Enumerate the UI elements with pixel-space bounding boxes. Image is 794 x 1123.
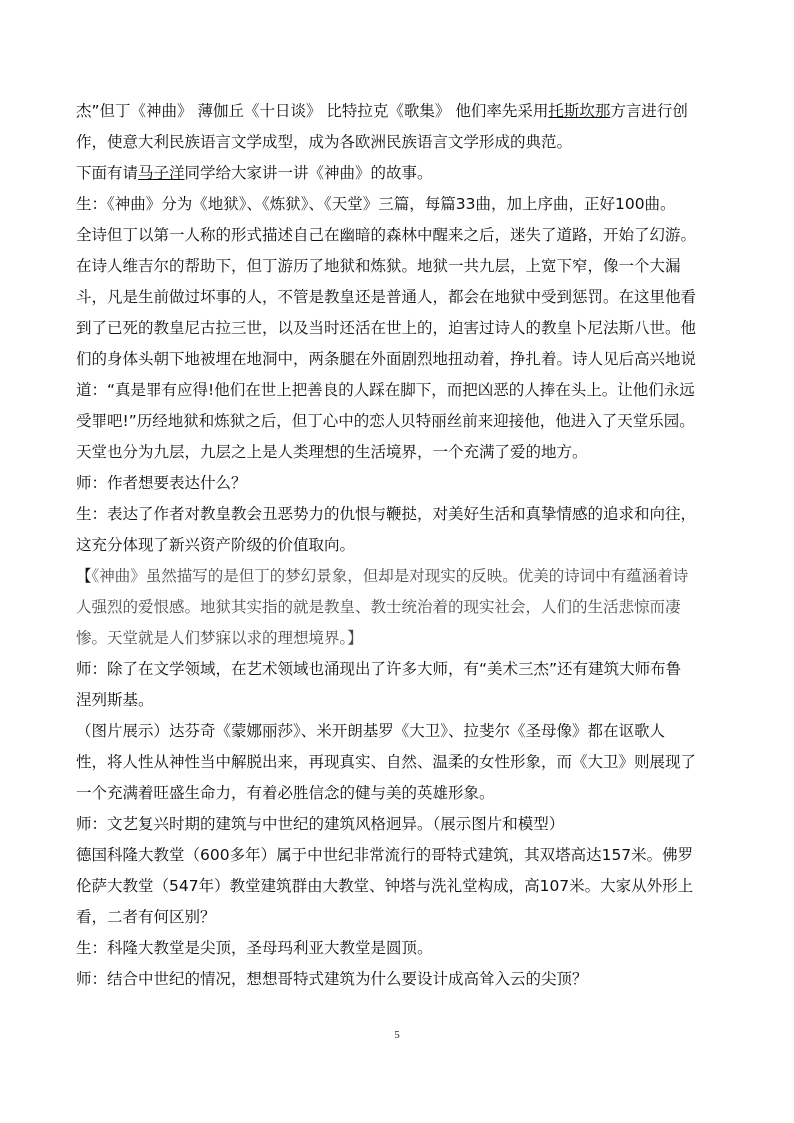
text-line: 师：作者想要表达什么？ xyxy=(76,474,247,492)
text-run: 方言进行创 xyxy=(610,102,688,120)
text-line: 师：除了在文学领域，在艺术领域也涌现出了许多大师，有“美术三杰”还有建筑大师布鲁 xyxy=(76,660,682,678)
text-line: 这充分体现了新兴资产阶级的价值取向。 xyxy=(76,536,356,554)
text-line: （图片展示）达芬奇《蒙娜丽莎》、米开朗基罗《大卫》、拉斐尔《圣母像》都在讴歌人 xyxy=(76,722,666,740)
text-line: 师：文艺复兴时期的建筑与中世纪的建筑风格迥异。（展示图片和模型） xyxy=(76,815,565,833)
text-line: 看，二者有何区别？ xyxy=(76,908,216,926)
text-run: 同学给大家讲一讲《神曲》的故事。 xyxy=(184,164,433,182)
text-line: 受罪吧!”历经地狱和炼狱之后，但丁心中的恋人贝特丽丝前来迎接他，他进入了天堂乐园。 xyxy=(76,412,695,430)
underlined-term: 托斯坎那 xyxy=(548,102,611,120)
text-line: 涅列斯基。 xyxy=(76,691,154,709)
underlined-name: 马子洋 xyxy=(138,164,185,182)
text-line: 人强烈的爱恨感。地狱其实指的就是教皇、教士统治着的现实社会，人们的生活悲惊而凄 xyxy=(76,598,681,616)
text-line xyxy=(76,96,726,127)
paragraph xyxy=(76,96,726,995)
bracket: 【 xyxy=(76,567,92,585)
text-line: 师：结合中世纪的情况，想想哥特式建筑为什么要设计成高耸入云的尖顶？ xyxy=(76,970,588,988)
text-line: 德国科隆大教堂（600多年）属于中世纪非常流行的哥特式建筑，其双塔高达157米。佛罗 xyxy=(76,846,694,864)
text-line: 天堂也分为九层，九层之上是人类理想的生活境界，一个充满了爱的地方。 xyxy=(76,443,588,461)
text-line: 惨。天堂就是人们梦寐以求的理想境界。】 xyxy=(76,629,363,647)
text-line: 斗，凡是生前做过坏事的人，不管是教皇还是普通人，都会在地狱中受到惩罚。在这里他看 xyxy=(76,288,697,306)
text-line: 们的身体头朝下地被埋在地洞中，两条腿在外面剧烈地扭动着，挣扎着。诗人见后高兴地说 xyxy=(76,350,697,368)
text-line xyxy=(76,158,726,189)
text-line xyxy=(76,561,726,592)
text-line: 生：表达了作者对教皇教会丑恶势力的仇恨与鞭挞，对美好生活和真挚情感的追求和向往， xyxy=(76,505,697,523)
text-line: 全诗但丁以第一人称的形式描述自己在幽暗的森林中醒来之后，迷失了道路，开始了幻游。 xyxy=(76,226,697,244)
text-line: 一个充满着旺盛生命力，有着必胜信念的健与美的英雄形象。 xyxy=(76,784,495,802)
text-line: 在诗人维吉尔的帮助下，但丁游历了地狱和炼狱。地狱一共九层，上宽下窄，像一个大漏 xyxy=(76,257,681,275)
page-body xyxy=(76,96,726,995)
text-line: 到了已死的教皇尼古拉三世，以及当时还活在世上的，迫害过诗人的教皇卜尼法斯八世。他 xyxy=(76,319,697,337)
text-run: 下面有请 xyxy=(76,164,139,182)
text-line: 性，将人性从神性当中解脱出来，再现真实、自然、温柔的女性形象，而《大卫》则展现了 xyxy=(76,753,697,771)
text-line: 伦萨大教堂（547年）教堂建筑群由大教堂、钟塔与洗礼堂构成，高107米。大家从外形上 xyxy=(76,877,694,895)
page-number: 5 xyxy=(394,1029,400,1041)
text-run: 《神曲》虽然描写的是但丁的梦幻景象，但却是对现实的反映。优美的诗词中有蕴涵着诗 xyxy=(91,567,689,585)
text-run: 杰”但丁《神曲》 薄伽丘《十日谈》 比特拉克《歌集》 他们率先采用 xyxy=(76,102,549,120)
text-line: 生：科隆大教堂是尖顶，圣母玛利亚大教堂是圆顶。 xyxy=(76,939,433,957)
text-line: 作，使意大利民族语言文学成型，成为各欧洲民族语言文学形成的典范。 xyxy=(76,133,573,151)
text-line: 道：“真是罪有应得!他们在世上把善良的人踩在脚下，而把凶恶的人捧在头上。让他们永远 xyxy=(76,381,695,399)
text-line: 生：《神曲》分为《地狱》、《炼狱》、《天堂》三篇，每篇33曲，加上序曲，正好100曲。 xyxy=(76,195,676,213)
